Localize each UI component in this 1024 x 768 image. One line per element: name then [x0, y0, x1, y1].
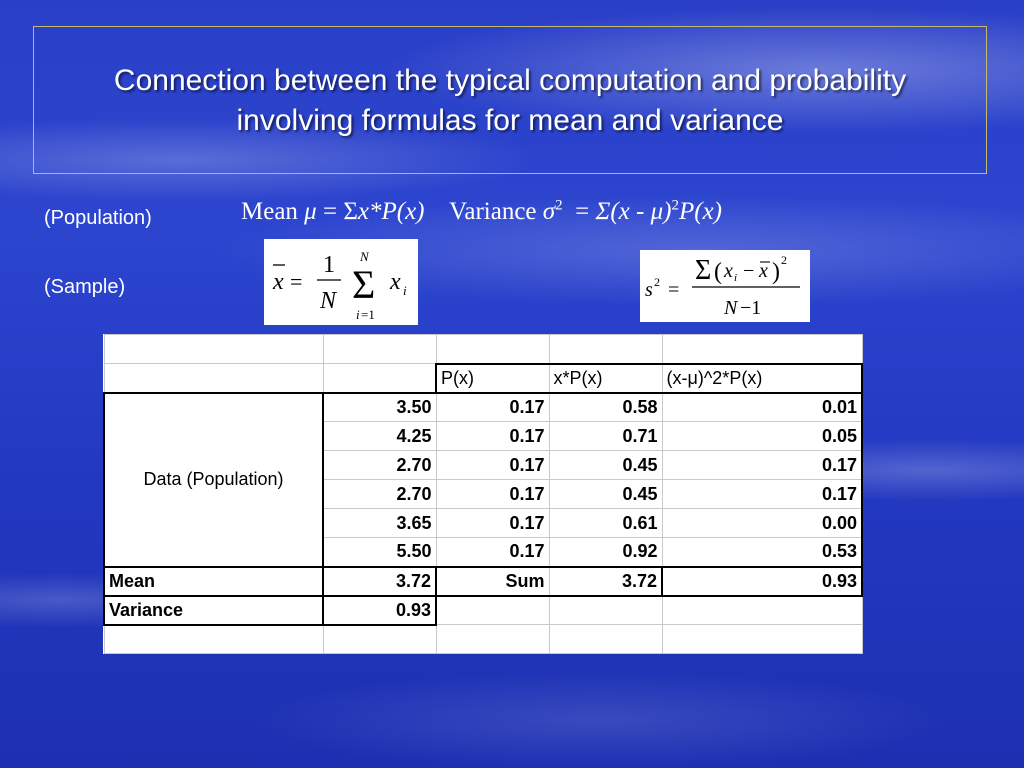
- slide-title-line-2: involving formulas for mean and variance: [236, 104, 784, 137]
- cell: 0.17: [436, 393, 549, 422]
- svg-text:s: s: [645, 279, 653, 301]
- cell: 0.45: [549, 451, 662, 480]
- sample-label: (Sample): [44, 276, 126, 298]
- header-xpx: x*P(x): [549, 364, 662, 393]
- sample-variance-formula: [640, 250, 810, 322]
- mean-word: Mean: [241, 198, 298, 225]
- svg-text:N: N: [360, 249, 369, 264]
- cell: 0.71: [549, 422, 662, 451]
- header-px: P(x): [436, 364, 549, 393]
- variance-row: [104, 596, 862, 625]
- group-label: Data (Population): [104, 393, 323, 567]
- svg-text:x: x: [759, 260, 768, 282]
- svg-text:x: x: [724, 260, 733, 282]
- svg-text:i: i: [403, 283, 407, 298]
- svg-text:2: 2: [654, 275, 660, 289]
- cell: 0.92: [549, 538, 662, 567]
- svg-text:i: i: [356, 307, 360, 322]
- cell: 0.45: [549, 480, 662, 509]
- svg-text:x: x: [273, 269, 284, 295]
- variance-word: Variance: [449, 198, 537, 225]
- cell: 0.00: [662, 509, 862, 538]
- svg-text:1: 1: [323, 252, 335, 278]
- table-header-row: [104, 364, 862, 393]
- svg-text:=: =: [668, 279, 680, 301]
- cell: 0.17: [436, 422, 549, 451]
- population-formulas: Mean μ = Σx*P(x) Variance $\sigma^2 = \Sigma(x - \mu)^2P(x)$: [241, 197, 722, 225]
- cell: 0.17: [436, 509, 549, 538]
- sum-xp-value: 3.72: [549, 567, 662, 596]
- svg-text:N: N: [724, 297, 738, 319]
- cell: 0.58: [549, 393, 662, 422]
- table-row: [104, 625, 862, 654]
- svg-text:=1: =1: [361, 307, 375, 322]
- cell: 5.50: [323, 538, 436, 567]
- sum-label: Sum: [436, 567, 549, 596]
- variance-label: Variance: [104, 596, 323, 625]
- svg-text:N: N: [320, 288, 337, 314]
- title-box: [33, 26, 987, 174]
- svg-text:x: x: [390, 269, 401, 295]
- cell: 0.17: [662, 451, 862, 480]
- header-variance-term: (x-μ)^2*P(x): [662, 364, 862, 393]
- cell: 0.01: [662, 393, 862, 422]
- cell: 0.17: [436, 538, 549, 567]
- data-table: [103, 334, 863, 654]
- cell: 2.70: [323, 451, 436, 480]
- svg-text:Σ: Σ: [352, 262, 376, 307]
- svg-text:): ): [772, 259, 780, 285]
- svg-text:Σ: Σ: [695, 255, 712, 286]
- sample-mean-formula: [264, 239, 418, 325]
- sum-variance-value: 0.93: [662, 567, 862, 596]
- cell: 0.17: [662, 480, 862, 509]
- slide-title-line-1: Connection between the typical computation and probability: [113, 64, 907, 97]
- table-row: [104, 335, 862, 364]
- cell: 0.61: [549, 509, 662, 538]
- mean-row: [104, 567, 862, 596]
- cell: 0.53: [662, 538, 862, 567]
- cell: 0.17: [436, 451, 549, 480]
- variance-value: 0.93: [323, 596, 436, 625]
- cell: 2.70: [323, 480, 436, 509]
- svg-text:−: −: [743, 260, 755, 282]
- table-row: [104, 393, 862, 422]
- cell: 0.17: [436, 480, 549, 509]
- mean-label: Mean: [104, 567, 323, 596]
- population-label: (Population): [44, 207, 152, 229]
- cell: 3.65: [323, 509, 436, 538]
- mean-value: 3.72: [323, 567, 436, 596]
- svg-text:=: =: [290, 269, 303, 294]
- svg-text:2: 2: [781, 253, 787, 267]
- svg-text:−1: −1: [740, 297, 762, 319]
- cell: 0.05: [662, 422, 862, 451]
- svg-text:i: i: [734, 272, 738, 284]
- svg-text:(: (: [714, 259, 722, 285]
- cell: 3.50: [323, 393, 436, 422]
- cell: 4.25: [323, 422, 436, 451]
